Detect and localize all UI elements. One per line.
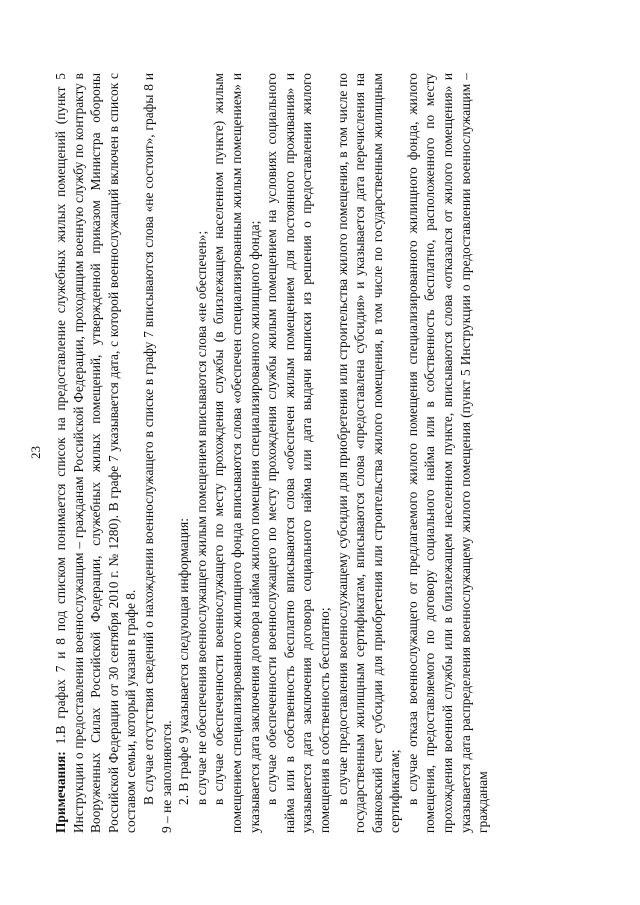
paragraph-refusal: в случае отказа военнослужащего от предлагаемого жилого помещения специализированного жилищного фонда, жилого помещения, предоставляемого по договору социального найма или в собственность бесплатно, расположенного по месту прохождения военной службы или в близлежащем населенном пункте, вписываются слова «отказался от жилого помещения» и указывается дата распределения военнослужащему жилого помещения (пункт 5 Инструкции о предоставлении военнослужащим – гражданам xyxy=(404,73,491,833)
paragraph-specialized-housing: в случае обеспеченности военнослужащего по месту прохождения службы (в близлежащем населенном пункте) жилым помещением специализированного жилищного фонда вписываются слова «обеспечен специализированным жилым помещением» и указывается дата заключения договора найма жилого помещения специализированного жилищного фонда; xyxy=(211,73,262,833)
notes-label: Примечания: xyxy=(53,751,68,833)
notes-intro-paragraph xyxy=(52,73,140,833)
page-number: 23 xyxy=(28,446,43,459)
paragraph-subsidy: в случае предоставления военнослужащему субсидии для приобретения или строительства жилого помещения, в том числе по государственным жилищным сертификатам, вписываются слова «предоставлена субсидия» и указывается дата перечисления на банковский счет субсидии для приобретения или строительства жилого помещения, в том числе по государственным жилищным сертификатам; xyxy=(334,73,403,833)
notes-body xyxy=(52,73,492,833)
notes-intro-text: 1.В графах 7 и 8 под списком понимается список на предоставление служебных жилых помещений (пункт 5 Инструкции о предоставлении военнослужащим – гражданам Российской Федерации, проходящим военную службу по контракту в Вооруженных Силах Российской Федерации, служебных жилых помещений, утвержденной приказом Министра обороны Российской Федерации от 30 сентября 2010 г. № 1280). В графе 7 указывается дата, с которой военнослужащий включен в список с составом семьи, который указан в графе 8. xyxy=(53,73,139,833)
paragraph-permanent-housing: в случае обеспеченности военнослужащего по месту прохождения службы жилым помещением на условиях социального найма или в собственность бесплатно вписываются слова «обеспечен жилым помещением для постоянного проживания» и указывается дата заключения договора социального найма или дата выдачи выписки из решения о предоставлении жилого помещения в собственность бесплатно; xyxy=(264,73,332,833)
paragraph-not-provided: в случае не обеспечения военнослужащего жилым помещением вписываются слова «не обеспечен»; xyxy=(193,230,209,805)
paragraph-column9-heading: 2. В графе 9 указывается следующая информация: xyxy=(176,518,192,805)
paragraph-absence: В случае отсутствия сведений о нахождении военнослужащего в списке в графу 7 вписываются слова «не состоит», графы 8 и 9 – не заполняются. xyxy=(140,73,174,833)
